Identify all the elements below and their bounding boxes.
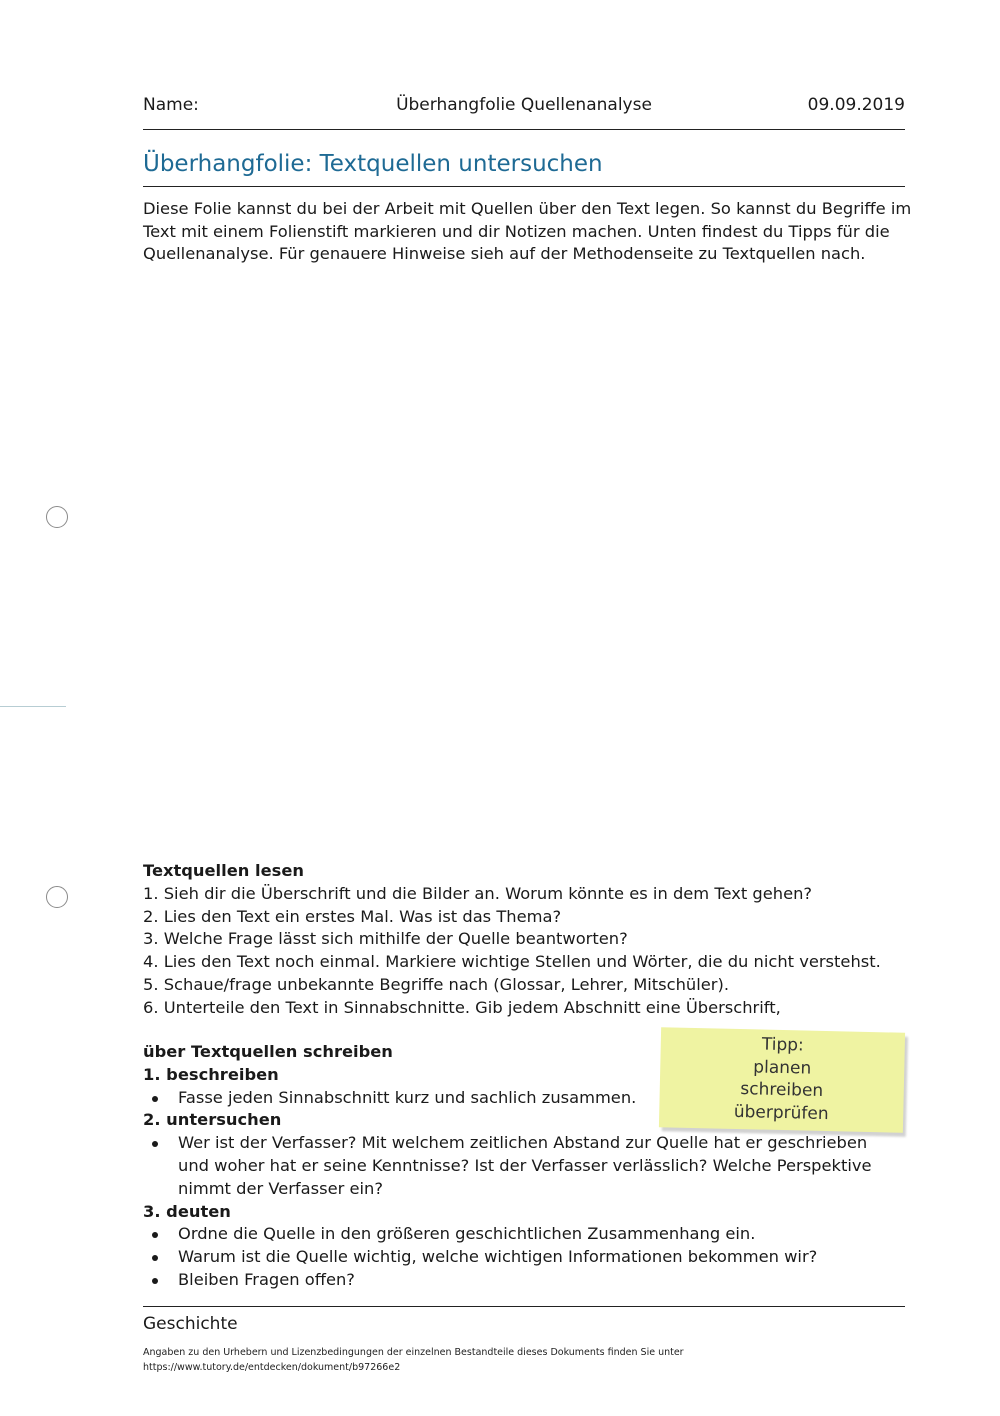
punch-hole-marker: [46, 506, 68, 528]
tip-line: schreiben: [740, 1079, 824, 1101]
interpret-list: [143, 1223, 913, 1291]
license-text: Angaben zu den Urhebern und Lizenzbedingungen der einzelnen Bestandteile dieses Dokuments finden Sie unter: [143, 1347, 684, 1358]
document-date: 09.09.2019: [807, 95, 905, 115]
page-header: [143, 95, 905, 121]
title-divider: [143, 186, 905, 187]
list-item: 4. Lies den Text noch einmal. Markiere wichtige Stellen und Wörter, die du nicht verstehst.: [143, 952, 881, 972]
list-item: 1. Sieh dir die Überschrift und die Bilder an. Worum könnte es in dem Text gehen?: [143, 883, 813, 903]
interpret-heading: 3. deuten: [143, 1201, 231, 1221]
footer-divider: [143, 1306, 905, 1307]
examine-list: [143, 1132, 913, 1200]
document-title: Überhangfolie Quellenanalyse: [396, 95, 652, 115]
tip-line: planen: [753, 1056, 812, 1079]
reading-section: [143, 860, 913, 1020]
list-item: 5. Schaue/frage unbekannte Begriffe nach (Glossar, Lehrer, Mitschüler).: [143, 974, 729, 994]
license-link[interactable]: https://www.tutory.de/entdecken/dokument/b97266e2: [143, 1362, 401, 1373]
list-item: Warum ist die Quelle wichtig, welche wichtigen Informationen bekommen wir?: [178, 1246, 913, 1269]
list-item: Bleiben Fragen offen?: [178, 1269, 913, 1292]
list-item: Wer ist der Verfasser? Mit welchem zeitlichen Abstand zur Quelle hat er geschrieben und woher hat er seine Kenntnisse? Ist der Verfasser verlässlich? Welche Perspektive nimmt der Verfasser ein?: [178, 1132, 878, 1200]
punch-hole-marker: [46, 886, 68, 908]
writing-heading: über Textquellen schreiben: [143, 1042, 393, 1061]
describe-heading: 1. beschreiben: [143, 1064, 279, 1084]
fold-marker: [0, 706, 66, 707]
page-title: Überhangfolie: Textquellen untersuchen: [143, 151, 603, 177]
name-label: Name:: [143, 95, 199, 115]
list-item: 6. Unterteile den Text in Sinnabschnitte. Gib jedem Abschnitt eine Überschrift,: [143, 997, 781, 1017]
reading-heading: Textquellen lesen: [143, 861, 304, 880]
license-note: [143, 1345, 903, 1375]
tip-line: überprüfen: [733, 1101, 829, 1124]
tip-sticky-note: [659, 1027, 905, 1133]
list-item: 3. Welche Frage lässt sich mithilfe der Quelle beantworten?: [143, 929, 628, 949]
examine-heading: 2. untersuchen: [143, 1110, 282, 1130]
header-divider: [143, 129, 905, 130]
intro-text: Diese Folie kannst du bei der Arbeit mit Quellen über den Text legen. So kannst du Begriffe im Text mit einem Folienstift markieren und dir Notizen machen. Unten findest du Tipps für die Quellenanalyse. Für genauere Hinweise sieh auf der Methodenseite zu Textquellen nach.: [143, 199, 912, 263]
tip-label: Tipp:: [761, 1034, 804, 1056]
list-item: Fasse jeden Sinnabschnitt kurz und sachlich zusammen.: [178, 1087, 913, 1110]
subject-label: Geschichte: [143, 1314, 238, 1334]
list-item: 2. Lies den Text ein erstes Mal. Was ist das Thema?: [143, 906, 562, 926]
reading-steps: [143, 883, 913, 1020]
list-item: Ordne die Quelle in den größeren geschichtlichen Zusammenhang ein.: [178, 1223, 913, 1246]
